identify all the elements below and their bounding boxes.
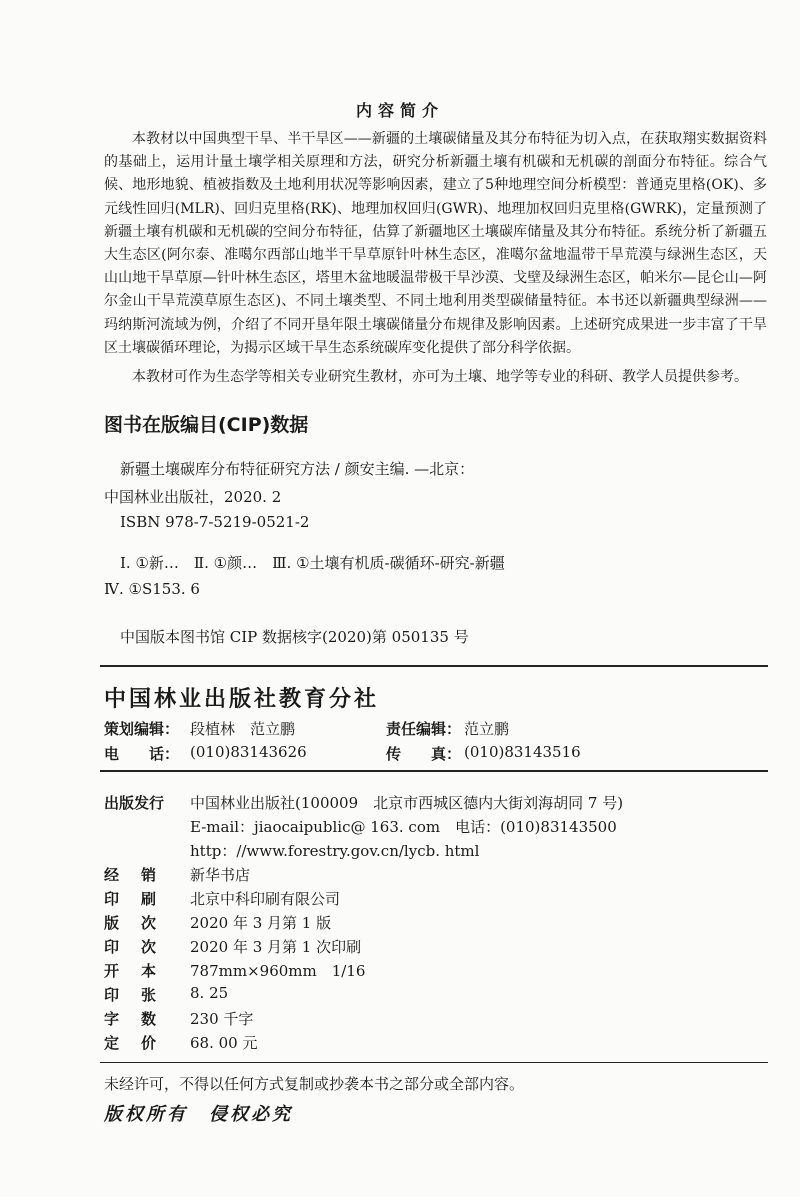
cip-title-line: 新疆土壤碳库分布特征研究方法 / 颜安主编. —北京：: [120, 460, 475, 478]
contact-email-phone: E-mail：jiaocaipublic@ 163. com 电话：(010)83143500: [190, 818, 617, 836]
intro-paragraph: 本教材以中国典型干旱、半干旱区——新疆的土壤碳储量及其分布特征为切入点，在获取翔实数据资料的基础上，运用计量土壤学相关原理和方法，研究分析新疆土壤有机碳和无机碳的剖面分布特征。综合气候、地形地貌、植被指数及土地利用状况等影响因素，建立了5种地理空间分析模型：普通克里格(OK)、多元线性回归(MLR)、回归克里格(RK)、地理加权回归(GWR)、地理加权回归克里格(GWRK)，定量预测了新疆土壤有机碳和无机碳的空间分布特征，估算了新疆地区土壤碳库储量及其分布特征。系统分析了新疆五大生态区(阿尔泰、准噶尔西部山地半干旱草原针叶林生态区，准噶尔盆地温带干旱荒漠与绿洲生态区，天山山地干旱草原—针叶林生态区，塔里木盆地暖温带极干旱沙漠、戈壁及绿洲生态区，帕米尔—昆仑山—阿尔金山干旱荒漠草原生态区)、不同土壤类型、不同土地利用类型碳储量特征。本书还以新疆典型绿洲——玛纳斯河流域为例，介绍了不同开垦年限土壤碳储量分布规律及影响因素。上述研究成果进一步丰富了干旱区土壤碳循环理论，为揭示区域干旱生态系统碳库变化提供了部分科学依据。: [104, 131, 767, 356]
imprint-label: 印刷: [104, 890, 179, 908]
imprint-value: 2020 年 3 月第 1 版: [190, 914, 332, 932]
fax-label: 传 真：: [386, 745, 462, 763]
intro-title: 内容简介: [355, 101, 444, 120]
imprint-value: 新华书店: [190, 866, 251, 884]
imprint-label: 印次: [104, 938, 179, 956]
divider-rule: [100, 770, 768, 772]
fax-value: (010)83143516: [464, 743, 581, 761]
imprint-label: 版次: [104, 914, 179, 932]
planning-editor-label: 策划编辑：: [104, 720, 180, 738]
imprint-label: 经销: [104, 866, 179, 884]
imprint-value: 2020 年 3 月第 1 次印刷: [190, 938, 362, 956]
rights-reserved: 版权所有 侵权必究: [104, 1104, 293, 1125]
imprint-label: 定价: [104, 1034, 179, 1052]
imprint-value: 北京中科印刷有限公司: [190, 890, 341, 908]
publisher-branch-name: 中国林业出版社教育分社: [104, 686, 380, 712]
imprint-value: 230 千字: [190, 1010, 254, 1028]
responsible-editor-value: 范立鹏: [464, 720, 510, 738]
divider-rule: [100, 665, 768, 667]
divider-rule: [100, 1062, 768, 1063]
imprint-label: 印张: [104, 986, 179, 1004]
cip-isbn: ISBN 978-7-5219-0521-2: [120, 513, 310, 531]
imprint-value: 787mm×960mm 1/16: [190, 962, 366, 980]
cip-subjects: Ⅰ. ①新… Ⅱ. ①颜… Ⅲ. ①土壤有机质-碳循环-研究-新疆: [120, 554, 505, 572]
planning-editor-value: 段植林 范立鹏: [190, 720, 296, 738]
website-url: http：//www.forestry.gov.cn/lycb. html: [190, 842, 480, 860]
distribution-label: 出版发行: [104, 794, 165, 812]
imprint-value: 68. 00 元: [190, 1034, 258, 1052]
cip-check-number: 中国版本图书馆 CIP 数据核字(2020)第 050135 号: [120, 628, 469, 646]
copyright-notice: 未经许可，不得以任何方式复制或抄袭本书之部分或全部内容。: [104, 1075, 525, 1093]
imprint-label: 开本: [104, 962, 179, 980]
cip-classification: Ⅳ. ①S153. 6: [104, 580, 200, 598]
cip-publisher-line: 中国林业出版社，2020. 2: [104, 488, 282, 506]
responsible-editor-label: 责任编辑：: [386, 720, 462, 738]
imprint-value: 8. 25: [190, 984, 229, 1002]
phone-label: 电 话：: [104, 745, 180, 763]
imprint-label: 字数: [104, 1010, 179, 1028]
cip-heading: 图书在版编目(CIP)数据: [104, 414, 309, 436]
phone-value: (010)83143626: [190, 743, 307, 761]
distribution-value: 中国林业出版社(100009 北京市西城区德内大街刘海胡同 7 号): [190, 794, 624, 812]
intro-paragraph-audience: 本教材可作为生态学等相关专业研究生教材，亦可为土壤、地学等专业的科研、教学人员提供参考。: [132, 369, 748, 385]
